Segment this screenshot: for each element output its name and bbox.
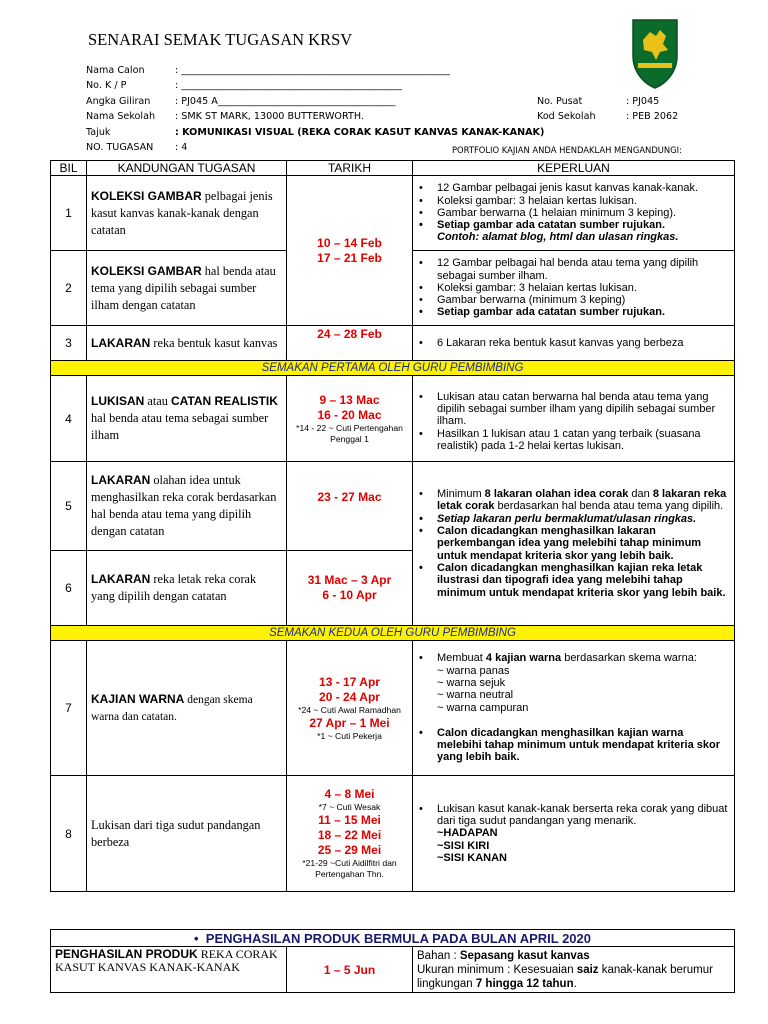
production-heading — [51, 930, 735, 947]
review-band-label: SEMAKAN KEDUA OLEH GURU PEMBIMBING — [51, 626, 735, 641]
task-description — [87, 326, 287, 361]
table-row — [51, 376, 735, 462]
requirement-cell — [413, 776, 735, 892]
field-value-no-kp[interactable]: : ______________________________________________ — [175, 80, 402, 91]
date-line: 18 – 22 Mei — [317, 828, 382, 842]
page-title: SENARAI SEMAK TUGASAN KRSV — [88, 30, 353, 49]
task-bold: LAKARAN — [91, 572, 151, 586]
ukuran-text: . — [573, 977, 577, 990]
date-line: 20 - 24 Apr — [319, 689, 380, 704]
field-value-angka-giliran[interactable]: : PJ045 A_____________________________________ — [175, 96, 396, 107]
task-description — [87, 176, 287, 251]
view-item: ~SISI KANAN — [437, 851, 507, 864]
task-date — [287, 551, 413, 626]
task-description — [87, 376, 287, 462]
review-band-label: SEMAKAN PERTAMA OLEH GURU PEMBIMBING — [51, 361, 735, 376]
requirement-item: • Calon dicadangkan menghasilkan kajian reka letak ilustrasi dan tipografi idea yang melebihi tahap minimum untuk mendapat kriteria skor yang lebih baik. — [417, 562, 730, 599]
field-value-nama-sekolah: : SMK ST MARK, 13000 BUTTERWORTH. — [175, 111, 364, 122]
production-bold: PENGHASILAN PRODUK — [55, 947, 198, 961]
requirement-item: • Lukisan kasut kanak-kanak berserta reka corak yang dibuat dari tiga sudut pandangan yang menarik. — [417, 803, 730, 828]
row-number: 2 — [51, 251, 87, 326]
task-text: pelbagai jenis kasut kanvas kanak-kanak dengan catatan — [91, 188, 273, 237]
col-header-keperluan: KEPERLUAN — [413, 161, 735, 176]
production-text: REKA CORAK KASUT KANVAS KANAK-KANAK — [55, 947, 278, 974]
requirement-item: • Setiap lakaran perlu bermaklumat/ulasan ringkas. — [417, 513, 730, 525]
holiday-note: *7 ~ Cuti Wesak — [318, 802, 381, 812]
review-band — [51, 626, 735, 641]
requirement-item: • Setiap gambar ada catatan sumber rujukan. — [417, 219, 730, 231]
table-header-row — [51, 161, 735, 176]
requirement-item: • Lukisan atau catan berwarna hal benda atau tema yang dipilih sebagai sumber ilham yang dipilih sebagai sumber ilham. — [417, 391, 730, 428]
date-line: 17 – 21 Feb — [317, 250, 382, 265]
row-number: 1 — [51, 176, 87, 251]
task-bold: KOLEKSI GAMBAR — [91, 263, 202, 278]
ukuran-line — [417, 963, 730, 991]
field-value-no-tugasan: : 4 — [175, 142, 188, 153]
date-line: 16 - 20 Mac — [317, 407, 382, 422]
task-bold: LAKARAN — [91, 473, 151, 487]
view-item: ~HADAPAN — [437, 827, 498, 840]
requirement-cell — [413, 176, 735, 251]
task-text: reka bentuk kasut kanvas — [150, 335, 278, 350]
school-crest-icon — [630, 18, 680, 90]
date-line: 4 – 8 Mei — [324, 787, 375, 801]
task-description — [87, 776, 287, 892]
field-label-nama-calon: Nama Calon — [86, 65, 145, 76]
row-number: 4 — [51, 376, 87, 462]
requirement-text: Minimum — [437, 488, 485, 501]
review-band — [51, 361, 735, 376]
requirement-bold: 4 kajian warna — [485, 652, 562, 665]
requirement-item: • Koleksi gambar: 3 helaian kertas lukisan. — [417, 282, 730, 294]
task-text: Lukisan dari tiga sudut pandangan berbeza — [91, 817, 261, 849]
table-row — [51, 462, 735, 551]
requirement-item: • Calon dicadangkan menghasilkan kajian warna melebihi tahap minimum untuk mendapat kriteria skor yang lebih baik. — [417, 727, 730, 764]
color-scheme-item: ~ warna campuran — [437, 701, 529, 714]
row-number: 6 — [51, 551, 87, 626]
table-row — [51, 176, 735, 251]
task-text: olahan idea untuk menghasilkan reka corak berdasarkan hal benda atau tema yang dipilih dengan catatan — [91, 473, 277, 538]
requirement-text: dan — [628, 488, 653, 501]
production-table — [50, 929, 735, 993]
requirement-cell — [413, 376, 735, 462]
holiday-note: *24 ~ Cuti Awal Ramadhan — [298, 704, 401, 715]
requirement-cell — [413, 326, 735, 361]
portfolio-note: PORTFOLIO KAJIAN ANDA HENDAKLAH MENGANDUNGI: — [452, 145, 682, 155]
row-number: 5 — [51, 462, 87, 551]
task-text: atau — [144, 394, 171, 408]
task-text: reka letak reka corak yang dipilih dengan catatan — [91, 572, 257, 603]
production-header-row — [51, 930, 735, 947]
date-line: 6 - 10 Apr — [322, 588, 377, 602]
holiday-note: *1 ~ Cuti Pekerja — [317, 730, 382, 741]
date-line: 25 – 29 Mei — [317, 843, 382, 857]
ukuran-bold: saiz — [576, 963, 599, 976]
task-date — [287, 776, 413, 892]
field-label-kod-sekolah: Kod Sekolah — [537, 111, 596, 122]
color-scheme-item: ~ warna panas — [437, 664, 510, 677]
requirement-cell — [413, 251, 735, 326]
col-header-bil: BIL — [51, 161, 87, 176]
table-row — [51, 641, 735, 776]
field-value-no-pusat: : PJ045 — [626, 96, 660, 107]
field-value-tajuk: : KOMUNIKASI VISUAL (REKA CORAK KASUT KANVAS KANAK-KANAK) — [175, 127, 545, 138]
ukuran-bold: 7 hingga 12 tahun — [475, 977, 574, 990]
date-line: 27 Apr – 1 Mei — [309, 715, 390, 730]
task-date — [287, 641, 413, 776]
view-item: ~SISI KIRI — [437, 839, 490, 852]
field-label-nama-sekolah: Nama Sekolah — [86, 111, 156, 122]
requirement-item: • Koleksi gambar: 3 helaian kertas lukisan. — [417, 195, 730, 207]
color-scheme-item: ~ warna neutral — [437, 689, 514, 702]
production-materials — [413, 947, 735, 993]
field-value-nama-calon[interactable]: : ________________________________________________________ — [175, 65, 450, 76]
production-heading-text: PENGHASILAN PRODUK BERMULA PADA BULAN APRIL 2020 — [205, 930, 592, 946]
color-scheme-item: ~ warna sejuk — [437, 676, 506, 689]
task-bold: KAJIAN WARNA — [91, 691, 185, 706]
table-row — [51, 776, 735, 892]
task-bold: LAKARAN — [91, 335, 151, 350]
requirement-example: Contoh: alamat blog, html dan ulasan ringkas. — [437, 231, 679, 244]
task-bold: KOLEKSI GAMBAR — [91, 188, 202, 203]
task-text: hal benda atau tema sebagai sumber ilham — [91, 411, 269, 442]
holiday-note: *21-29 ~Cuti Aidilfitri dan Pertengahan Thn. — [302, 858, 397, 879]
task-text: dengan skema warna dan catatan. — [91, 693, 253, 723]
field-label-no-tugasan: NO. TUGASAN — [86, 142, 154, 153]
col-header-tarikh: TARIKH — [287, 161, 413, 176]
date-line: 9 – 13 Mac — [319, 392, 380, 407]
production-date: 1 – 5 Jun — [287, 947, 413, 993]
row-number: 7 — [51, 641, 87, 776]
requirement-item: • Gambar berwarna (1 helaian minimum 3 keping). — [417, 207, 730, 219]
task-bold: LUKISAN — [91, 394, 145, 408]
task-description — [87, 251, 287, 326]
task-text: hal benda atau tema yang dipilih sebagai sumber ilham dengan catatan — [91, 263, 276, 312]
field-value-kod-sekolah: : PEB 2062 — [626, 111, 679, 122]
date-line: 13 - 17 Apr — [319, 674, 380, 689]
col-header-kandungan: KANDUNGAN TUGASAN — [87, 161, 287, 176]
task-description — [87, 551, 287, 626]
requirement-cell — [413, 641, 735, 776]
bahan-label: Bahan : — [417, 949, 460, 962]
requirement-item: • Gambar berwarna (minimum 3 keping) — [417, 294, 730, 306]
ukuran-text: Ukuran minimum : Kesesuaian — [417, 963, 577, 976]
bahan-line — [417, 949, 730, 963]
task-bold: CATAN REALISTIK — [170, 394, 278, 408]
task-date: 23 - 27 Mac — [287, 462, 413, 551]
task-date — [287, 376, 413, 462]
requirement-cell — [413, 462, 735, 626]
field-label-no-pusat: No. Pusat — [537, 96, 583, 107]
task-table — [50, 160, 735, 892]
holiday-note: *14 - 22 ~ Cuti Pertengahan Penggal 1 — [296, 422, 403, 444]
bullet-icon: • — [194, 930, 206, 946]
row-number: 3 — [51, 326, 87, 361]
requirement-item: • 12 Gambar pelbagai jenis kasut kanvas kanak-kanak. — [417, 182, 730, 194]
field-label-no-kp: No. K / P — [86, 80, 127, 91]
production-row — [51, 947, 735, 993]
production-description — [51, 947, 287, 993]
row-number: 8 — [51, 776, 87, 892]
requirement-item — [417, 488, 730, 513]
task-date: 24 – 28 Feb — [287, 326, 413, 361]
field-label-tajuk: Tajuk — [86, 127, 111, 138]
requirement-bold: 8 lakaran reka letak corak — [437, 488, 727, 513]
date-line: 31 Mac – 3 Apr — [307, 573, 392, 587]
date-line: 10 – 14 Feb — [317, 235, 382, 250]
requirement-text: berdasarkan hal benda atau tema yang dipilih. — [494, 500, 724, 513]
requirement-bold: 8 lakaran olahan idea corak — [484, 488, 629, 501]
task-description — [87, 462, 287, 551]
requirement-text: berdasarkan skema warna: — [561, 652, 697, 665]
requirement-item: • 12 Gambar pelbagai hal benda atau tema yang dipilih sebagai sumber ilham. — [417, 257, 730, 282]
bahan-value: Sepasang kasut kanvas — [459, 949, 590, 962]
requirement-item: • Hasilkan 1 lukisan atau 1 catan yang terbaik (suasana realistik) pada 1-2 helai kertas lukisan. — [417, 428, 730, 453]
requirement-item: • Calon dicadangkan menghasilkan lakaran perkembangan idea yang melebihi tahap minimum untuk mendapat kriteria skor yang lebih baik. — [417, 525, 730, 562]
requirement-item: • Setiap gambar ada catatan sumber rujukan. — [417, 306, 730, 318]
requirement-text: Membuat — [437, 652, 486, 665]
task-date — [287, 176, 413, 326]
requirement-item: • 6 Lakaran reka bentuk kasut kanvas yang berbeza — [417, 337, 730, 349]
ukuran-text: kanak-kanak berumur lingkungan — [417, 963, 713, 990]
requirement-item — [417, 652, 730, 664]
date-line: 11 – 15 Mei — [318, 813, 381, 827]
field-label-angka-giliran: Angka Giliran — [86, 96, 151, 107]
task-description — [87, 641, 287, 776]
table-row — [51, 326, 735, 361]
